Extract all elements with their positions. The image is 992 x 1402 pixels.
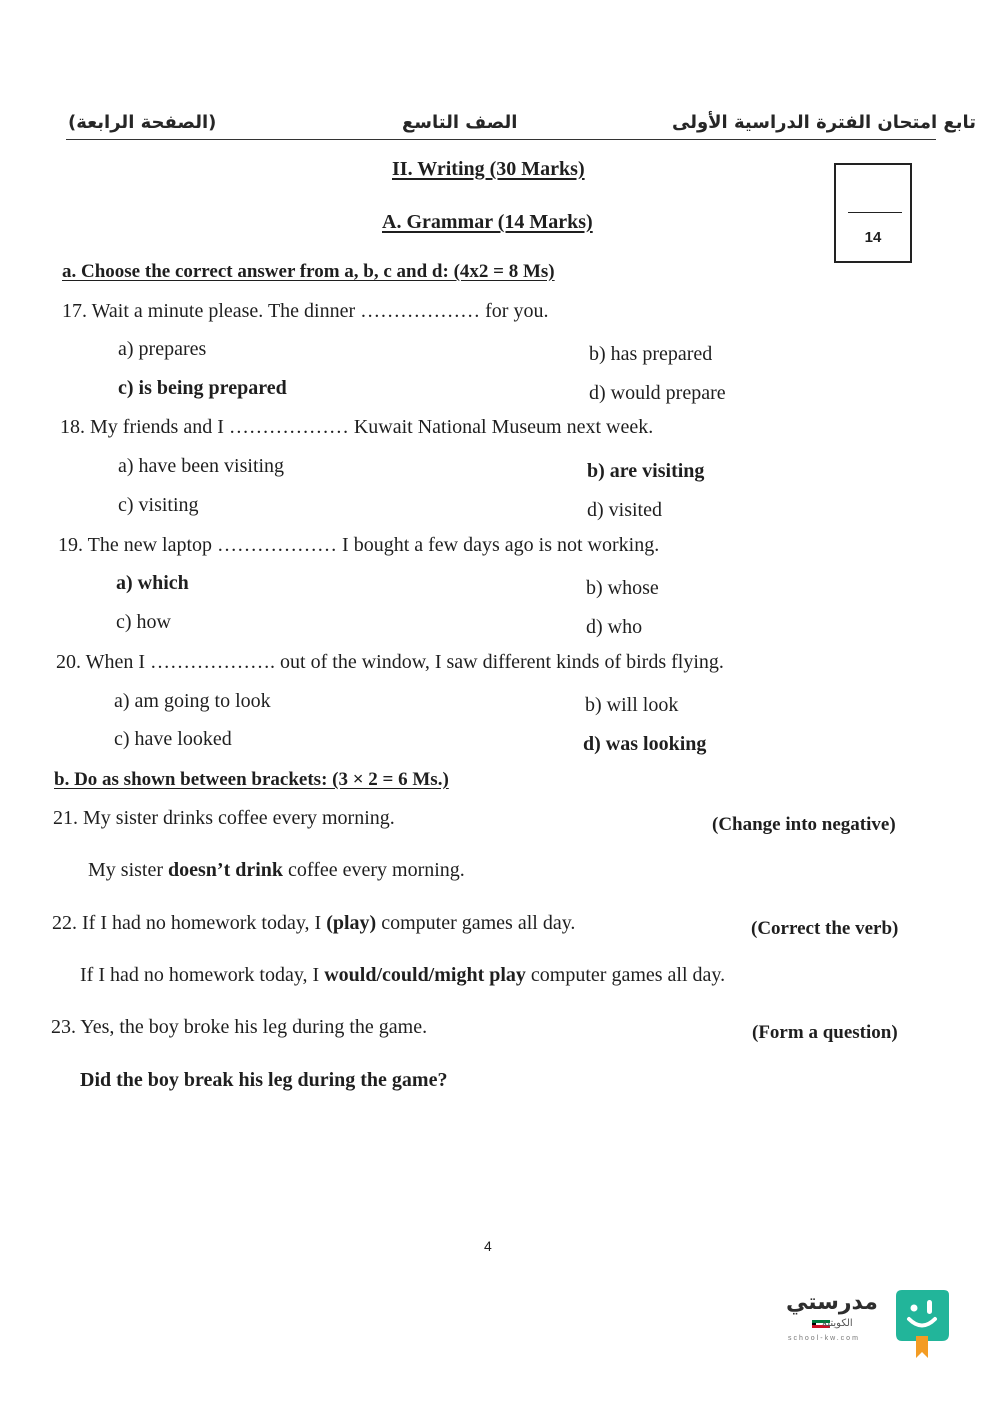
page-number: 4 — [484, 1238, 492, 1254]
q20-option-a: a) am going to look — [114, 690, 271, 712]
q22-text-post: computer games all day. — [376, 912, 576, 934]
q20-option-d-correct: d) was looking — [583, 733, 707, 755]
q22-verb: (play) — [326, 912, 377, 934]
q21-answer — [88, 859, 465, 882]
exam-title-arabic: تابع امتحان الفترة الدراسية الأولى — [672, 112, 977, 133]
q20-option-b: b) will look — [585, 694, 679, 716]
logo-name: مدرستي — [786, 1290, 878, 1315]
q21-answer-key: doesn’t drink — [168, 859, 284, 881]
score-blank-line — [848, 212, 902, 213]
score-value: 14 — [864, 229, 882, 246]
part-a-title: a. Choose the correct answer from a, b, c and d: (4x2 = 8 Ms) — [62, 261, 555, 282]
q19-option-c: c) how — [116, 611, 171, 633]
q17-option-d: d) would prepare — [589, 382, 726, 404]
question-18: 18. My friends and I ……………… Kuwait National Museum next week. — [60, 416, 654, 438]
q22-answer-post: computer games all day. — [525, 964, 726, 986]
q18-option-a: a) have been visiting — [118, 455, 285, 477]
subsection-title: A. Grammar (14 Marks) — [382, 211, 593, 233]
q23-answer: Did the boy break his leg during the game? — [80, 1069, 448, 1091]
q17-option-b: b) has prepared — [589, 343, 713, 365]
part-b-title: b. Do as shown between brackets: (3 × 2 = 6 Ms.) — [54, 769, 449, 790]
question-19: 19. The new laptop ……………… I bought a few days ago is not working. — [58, 534, 660, 556]
q22-text-pre: 22. If I had no homework today, I — [52, 912, 327, 934]
q19-option-b: b) whose — [586, 577, 659, 599]
q22-answer-pre: If I had no homework today, I — [80, 964, 325, 986]
logo-url: school-kw.com — [788, 1335, 860, 1342]
q22-answer-key: would/could/might play — [324, 964, 526, 986]
q17-option-c-correct: c) is being prepared — [118, 377, 287, 399]
q21-answer-post: coffee every morning. — [283, 859, 465, 881]
question-23: 23. Yes, the boy broke his leg during the game. — [51, 1016, 428, 1038]
q22-answer — [80, 964, 725, 987]
header-rule — [66, 139, 936, 140]
madrasati-logo — [782, 1288, 950, 1360]
question-22 — [52, 912, 575, 935]
q18-option-c: c) visiting — [118, 494, 199, 516]
question-20: 20. When I ………………. out of the window, I saw different kinds of birds flying. — [56, 651, 724, 673]
q21-answer-pre: My sister — [88, 859, 168, 881]
q19-option-a-correct: a) which — [116, 572, 189, 594]
section-title: II. Writing (30 Marks) — [392, 158, 585, 180]
q18-option-d: d) visited — [587, 499, 662, 521]
score-box — [834, 163, 912, 263]
q21-instruction: (Change into negative) — [712, 814, 896, 835]
question-17: 17. Wait a minute please. The dinner ……………… for you. — [62, 300, 549, 322]
page-label-arabic: (الصفحة الرابعة) — [68, 112, 217, 133]
q18-option-b-correct: b) are visiting — [587, 460, 705, 482]
logo-subtitle: الكويتية — [822, 1318, 853, 1329]
q22-instruction: (Correct the verb) — [751, 918, 899, 939]
smile-badge-icon — [894, 1288, 950, 1360]
q17-option-a: a) prepares — [118, 338, 207, 360]
q23-instruction: (Form a question) — [752, 1022, 898, 1043]
question-21: 21. My sister drinks coffee every morning. — [53, 807, 395, 829]
q19-option-d: d) who — [586, 616, 643, 638]
grade-label-arabic: الصف التاسع — [402, 112, 518, 133]
q20-option-c: c) have looked — [114, 728, 232, 750]
